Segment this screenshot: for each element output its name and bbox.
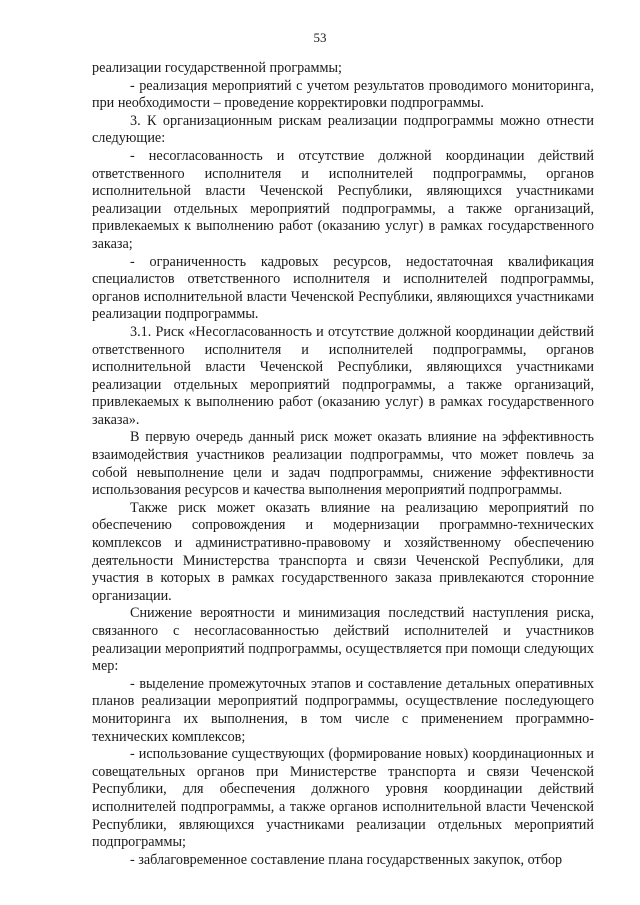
- document-body: [92, 60, 594, 869]
- paragraph: - реализация мероприятий с учетом результатов проводимого мониторинга, при необходимости – проведение корректировки подпрограммы.: [92, 77, 594, 112]
- paragraph: - выделение промежуточных этапов и составление детальных оперативных планов реализации мероприятий подпрограммы, осуществление последующего мониторинга их выполнения, в том числе с применением программно-технических комплексов;: [92, 675, 594, 745]
- paragraph: 3.1. Риск «Несогласованность и отсутствие должной координации действий ответственного исполнителя и исполнителей подпрограммы, органов исполнительной власти Чеченской Республики, являющихся участниками реализации отдельных мероприятий подпрограммы, а также организаций, привлекаемых к выполнению работ (оказанию услуг) в рамках государственного заказа».: [92, 323, 594, 428]
- paragraph: - несогласованность и отсутствие должной координации действий ответственного исполнителя и исполнителей подпрограммы, органов исполнительной власти Чеченской Республики, являющихся участниками реализации отдельных мероприятий подпрограммы, а также организаций, привлекаемых к выполнению работ (оказанию услуг) в рамках государственного заказа;: [92, 147, 594, 252]
- paragraph: - ограниченность кадровых ресурсов, недостаточная квалификация специалистов ответственного исполнителя и исполнителей подпрограммы, органов исполнительной власти Чеченской Республики, являющихся участниками реализации подпрограммы.: [92, 253, 594, 323]
- paragraph: Снижение вероятности и минимизация последствий наступления риска, связанного с несогласованностью действий исполнителей и участников реализации мероприятий подпрограммы, осуществляется при помощи следующих мер:: [92, 605, 594, 675]
- paragraph: 3. К организационным рискам реализации подпрограммы можно отнести следующие:: [92, 112, 594, 147]
- paragraph: - заблаговременное составление плана государственных закупок, отбор: [130, 851, 563, 868]
- paragraph: - использование существующих (формирование новых) координационных и совещательных органов при Министерстве транспорта и связи Чеченской Республики, для обеспечения должного уровня координации действий исполнителей подпрограммы, а также органов исполнительной власти Чеченской Республики, являющихся участниками реализации отдельных мероприятий подпрограммы;: [92, 746, 594, 851]
- paragraph: В первую очередь данный риск может оказать влияние на эффективность взаимодействия участников реализации подпрограммы, что может повлечь за собой невыполнение цели и задач подпрограммы, снижение эффективности использования ресурсов и качества выполнения мероприятий подпрограммы.: [92, 429, 594, 499]
- paragraph: реализации государственной программы;: [92, 60, 342, 76]
- page-number: 53: [313, 30, 327, 45]
- paragraph: Также риск может оказать влияние на реализацию мероприятий по обеспечению сопровождения и модернизации программно-технических комплексов и административно-правовому и хозяйственному обеспечению деятельности Министерства транспорта и связи Чеченской Республики, для участия в которых в рамках государственного заказа привлекаются сторонние организации.: [92, 499, 594, 604]
